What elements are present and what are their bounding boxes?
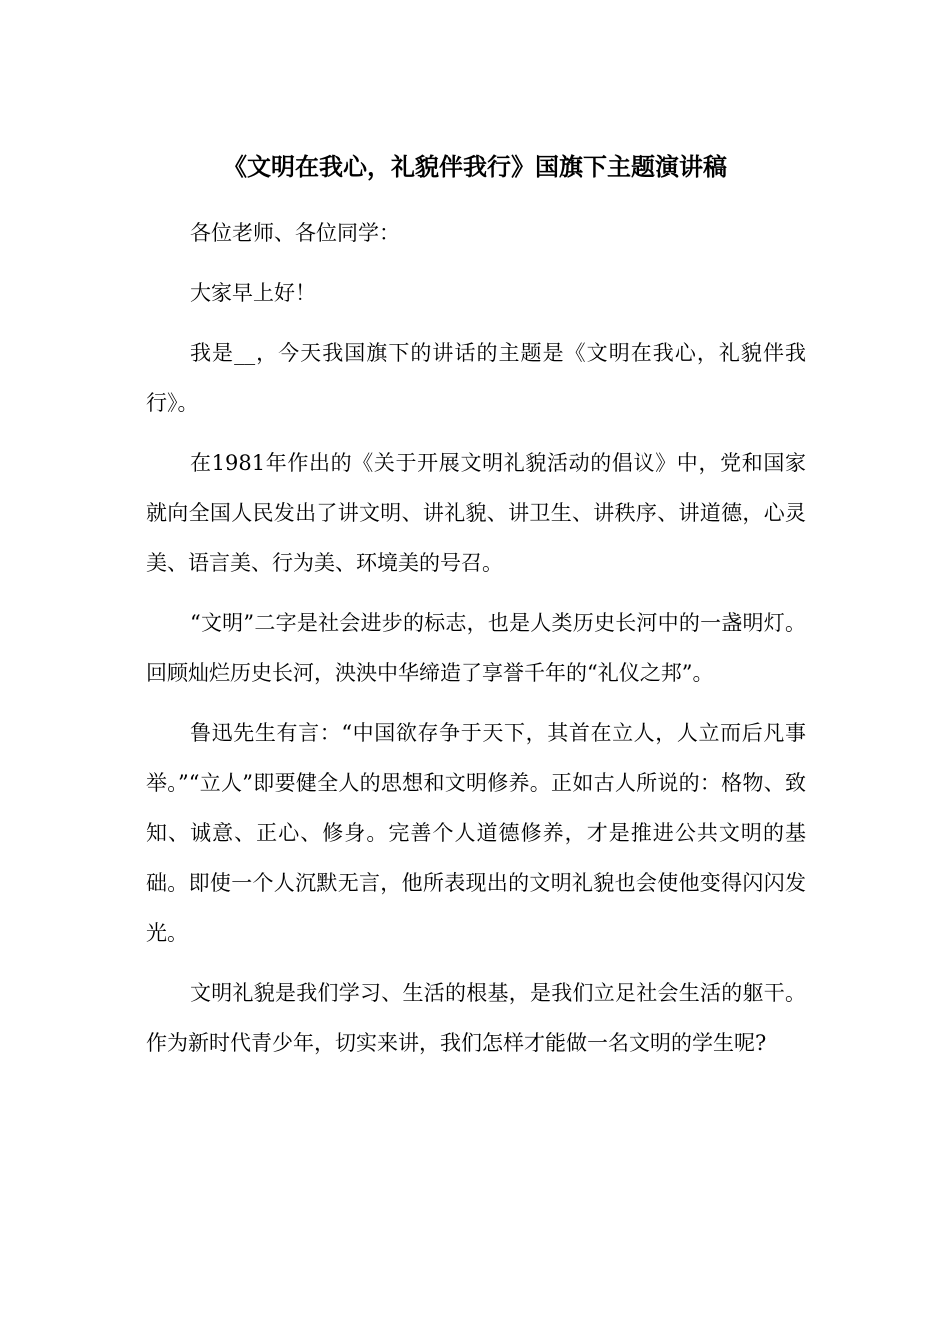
paragraph-luxun-quote: 鲁迅先生有言：“中国欲存争于天下，其首在立人，人立而后凡事举。”“立人”即要健全人的思想和文明修养。正如古人所说的：格物、致知、诚意、正心、修身。完善个人道德修养，才是推进公共文明的基础。即使一个人沉默无言，他所表现出的文明礼貌也会使他变得闪闪发光。 bbox=[146, 721, 806, 945]
paragraph-morning: 大家早上好！ bbox=[190, 281, 316, 305]
document-body bbox=[146, 208, 806, 1078]
paragraph-civilization: “文明”二字是社会进步的标志，也是人类历史长河中的一盏明灯。回顾灿烂历史长河，泱泱中华缔造了享誉千年的“礼仪之邦”。 bbox=[146, 611, 806, 685]
document-title: 《文明在我心，礼貌伴我行》国旗下主题演讲稿 bbox=[223, 152, 727, 181]
paragraph-1981-initiative: 在1981年作出的《关于开展文明礼貌活动的倡议》中，党和国家就向全国人民发出了讲文明、讲礼貌、讲卫生、讲秩序、讲道德，心灵美、语言美、行为美、环境美的号召。 bbox=[146, 451, 806, 575]
paragraph-greeting: 各位老师、各位同学： bbox=[190, 221, 400, 245]
paragraph-conclusion: 文明礼貌是我们学习、生活的根基，是我们立足社会生活的躯干。作为新时代青少年，切实来讲，我们怎样才能做一名文明的学生呢? bbox=[146, 981, 806, 1055]
paragraph-intro: 我是__，今天我国旗下的讲话的主题是《文明在我心，礼貌伴我行》。 bbox=[146, 341, 806, 415]
